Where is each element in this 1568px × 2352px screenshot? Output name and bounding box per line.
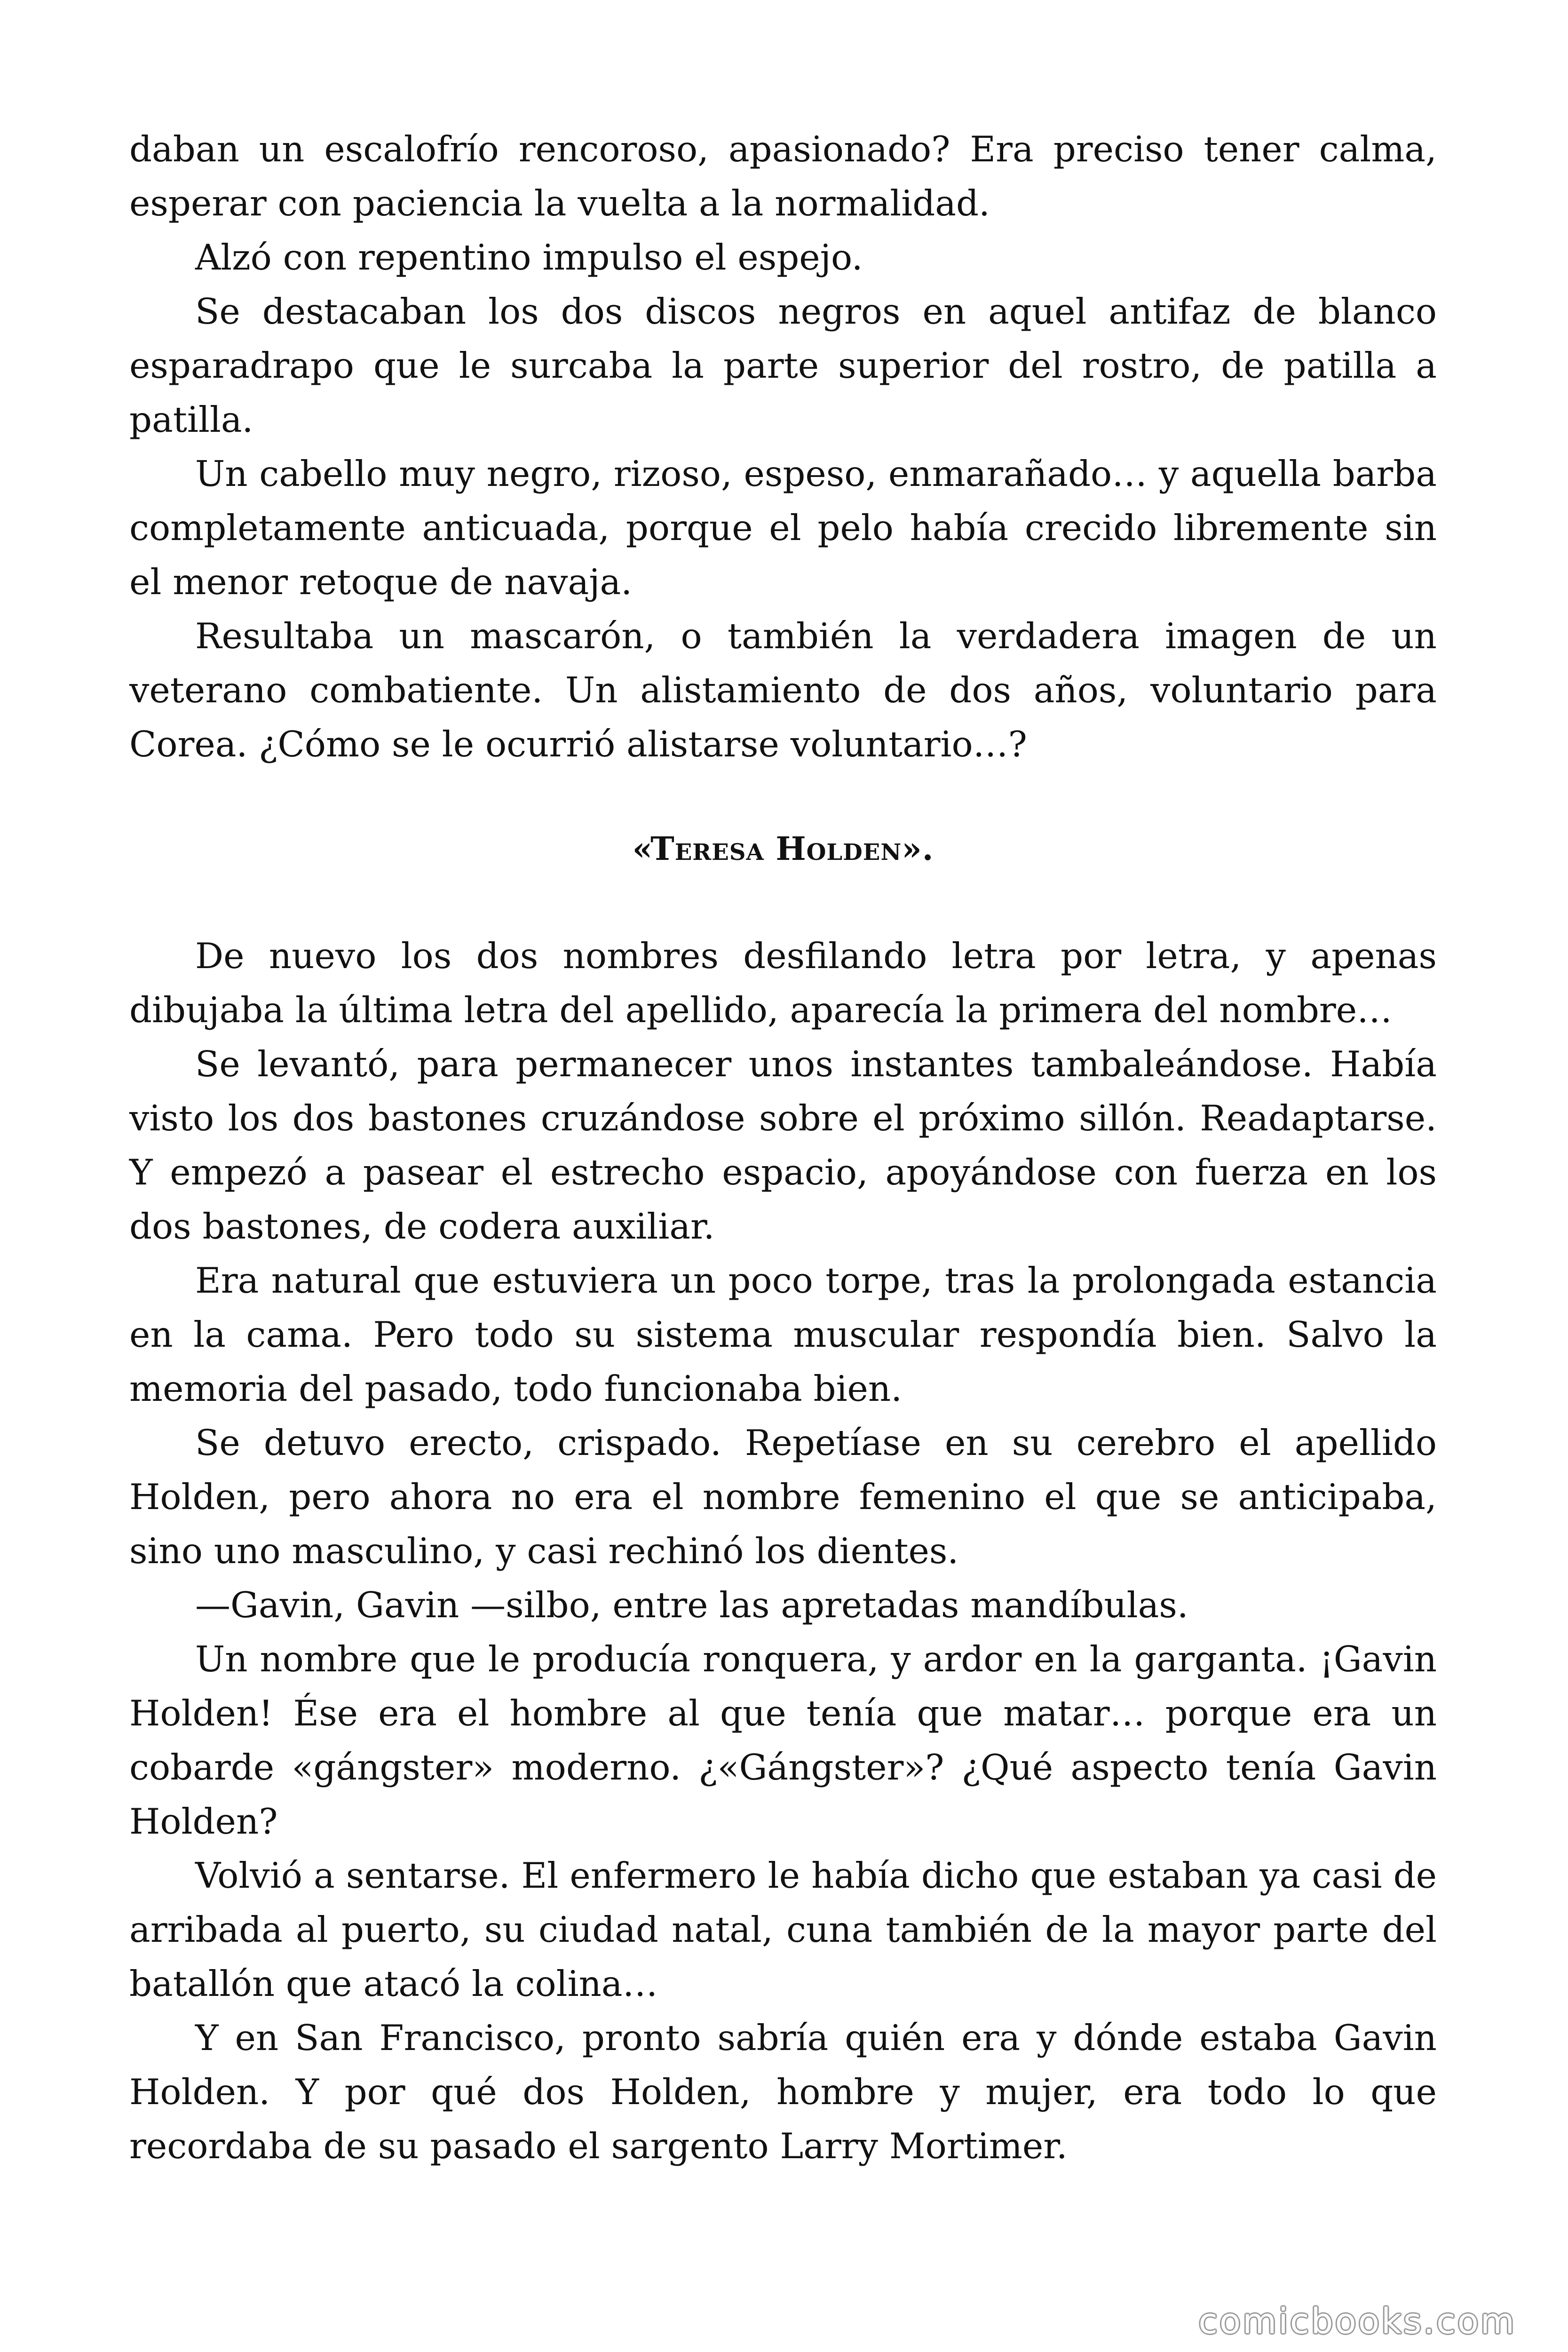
paragraph: Se detuvo erecto, crispado. Repetíase en su cerebro el apellido Holden, pero ahora no era el nombre femenino el que se anticipaba, sino uno masculino, y casi rechinó los dientes. bbox=[129, 1422, 1437, 1572]
paragraph: Se levantó, para permanecer unos instantes tambaleándose. Había visto los dos bastones cruzándose sobre el próximo sillón. Readaptarse. Y empezó a pasear el estrecho espacio, apoyándose con fuerza en los dos bastones, de codera auxiliar. bbox=[129, 1043, 1437, 1247]
section-heading: «Teresa Holden». bbox=[632, 830, 934, 868]
paragraph: Un nombre que le producía ronquera, y ardor en la garganta. ¡Gavin Holden! Ése era el hombre al que tenía que matar… porque era un cobarde «gángster» moderno. ¿«Gángster»? ¿Qué aspecto tenía Gavin Holden? bbox=[129, 1638, 1437, 1842]
paragraph: Y en San Francisco, pronto sabría quién era y dónde estaba Gavin Holden. Y por qué dos Holden, hombre y mujer, era todo lo que recordaba de su pasado el sargento Larry Mortimer. bbox=[129, 2017, 1437, 2167]
paragraph: Se destacaban los dos discos negros en aquel antifaz de blanco esparadrapo que le surcaba la parte superior del rostro, de patilla a patilla. bbox=[129, 291, 1437, 440]
paragraph: Volvió a sentarse. El enfermero le había dicho que estaban ya casi de arribada al puerto, su ciudad natal, cuna también de la mayor parte del batallón que atacó la colina… bbox=[129, 1855, 1437, 2004]
paragraph: De nuevo los dos nombres desfilando letra por letra, y apenas dibujaba la última letra del apellido, aparecía la primera del nombre… bbox=[129, 935, 1437, 1031]
watermark: comicbooks.com bbox=[1198, 2301, 1516, 2342]
paragraph: Resultaba un mascarón, o también la verdadera imagen de un veterano combatiente. Un alistamiento de dos años, voluntario para Corea. ¿Cómo se le ocurrió alistarse voluntario…? bbox=[129, 615, 1437, 765]
paragraph: Era natural que estuviera un poco torpe, tras la prolongada estancia en la cama. Pero todo su sistema muscular respondía bien. Salvo la memoria del pasado, todo funcionaba bien. bbox=[129, 1260, 1437, 1409]
paragraph: Un cabello muy negro, rizoso, espeso, enmarañado… y aquella barba completamente anticuada, porque el pelo había crecido libremente sin el menor retoque de navaja. bbox=[129, 453, 1437, 603]
book-page bbox=[129, 122, 1437, 2173]
paragraph: —Gavin, Gavin —silbo, entre las apretadas mandíbulas. bbox=[195, 1584, 1188, 1626]
paragraph: daban un escalofrío rencoroso, apasionado? Era preciso tener calma, esperar con paciencia la vuelta a la normalidad. bbox=[129, 128, 1437, 224]
paragraph: Alzó con repentino impulso el espejo. bbox=[195, 237, 863, 278]
